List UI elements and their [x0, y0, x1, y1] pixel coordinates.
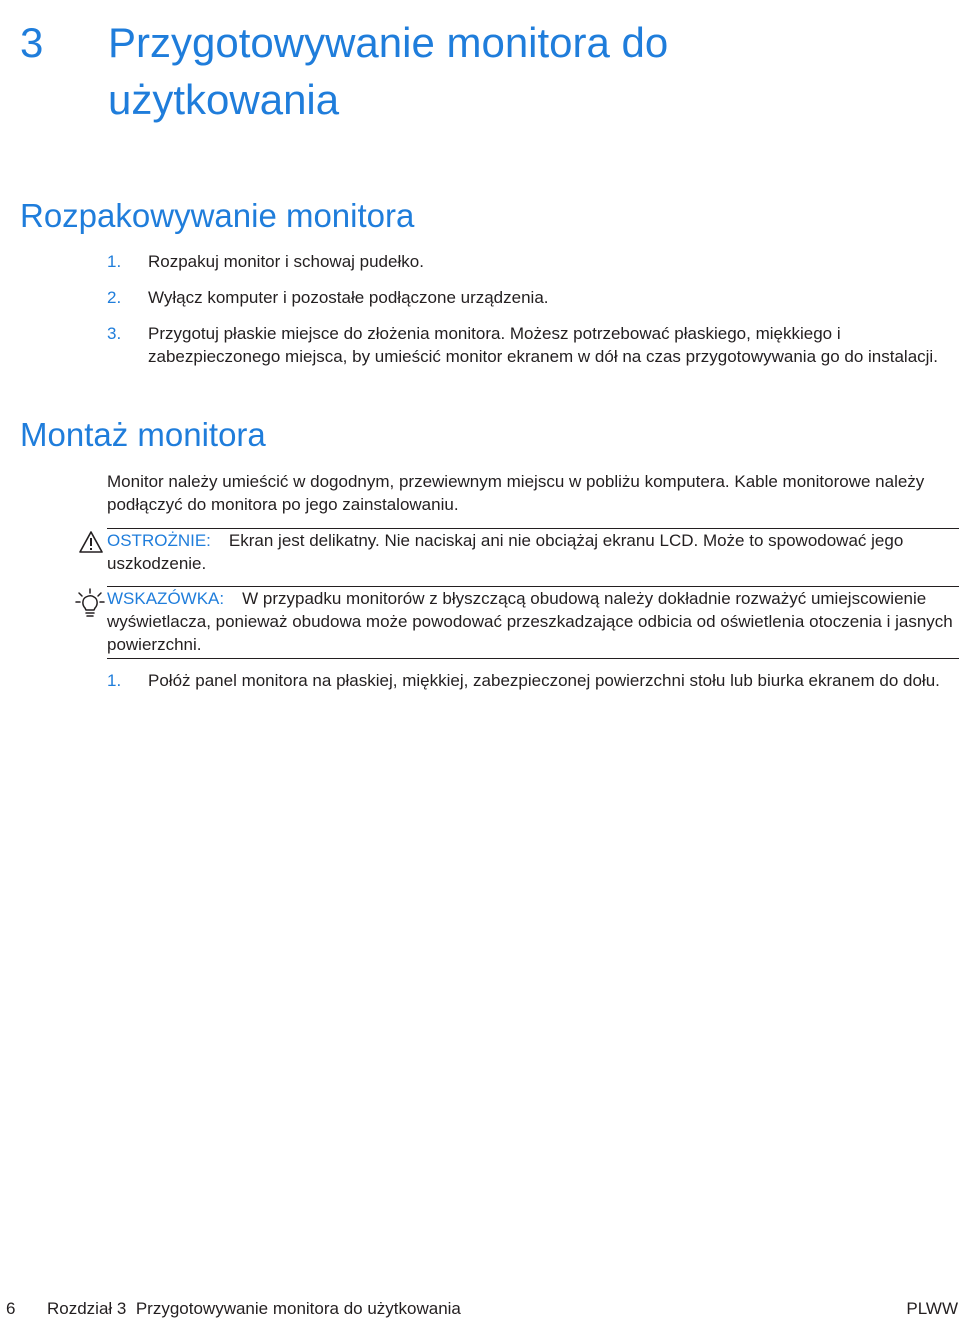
list-item-number: 1.: [107, 671, 122, 690]
list-item-number: 2.: [107, 288, 122, 307]
tip-note: [107, 587, 959, 656]
mounting-intro-paragraph: Monitor należy umieścić w dogodnym, przewiewnym miejscu w pobliżu komputera. Kable monitorowe należy podłączyć do monitora po jego zainstalowaniu.: [107, 472, 925, 514]
list-item: [107, 322, 957, 368]
list-item-text: Przygotuj płaskie miejsce do złożenia monitora. Możesz potrzebować płaskiego, miękkiego i zabezpieczonego miejsca, by umieścić monitor ekranem w dół na czas przygotowywania go do instalacji.: [148, 324, 938, 366]
lightbulb-icon: [75, 588, 105, 620]
list-item: [107, 669, 957, 692]
tip-text: W przypadku monitorów z błyszczącą obudową należy dokładnie rozważyć umiejscowienie wyświetlacza, ponieważ obudowa może powodować przeszkadzające odbicia od oświetlenia otoczenia i jasnych powierzchni.: [107, 589, 953, 654]
section-heading-mounting: Montaż monitora: [20, 416, 266, 453]
page-number: 6: [6, 1299, 16, 1318]
caution-text: Ekran jest delikatny. Nie naciskaj ani nie obciążaj ekranu LCD. Może to spowodować jego uszkodzenie.: [107, 531, 904, 573]
footer-chapter-title: Przygotowywanie monitora do użytkowania: [135, 1299, 461, 1318]
mounting-steps-list: [107, 669, 957, 692]
list-item-number: 1.: [107, 252, 122, 271]
list-item-number: 3.: [107, 324, 122, 343]
chapter-title-text: Przygotowywanie monitora do użytkowania: [108, 19, 669, 123]
section-heading-unpacking: Rozpakowywanie monitora: [20, 197, 415, 234]
chapter-number: 3: [20, 19, 44, 66]
tip-label: WSKAZÓWKA:: [107, 589, 225, 608]
footer-chapter: [47, 1297, 461, 1321]
list-item: [107, 250, 957, 273]
page-footer: [0, 1297, 960, 1321]
caution-note: [107, 529, 959, 575]
list-item-text: Wyłącz komputer i pozostałe podłączone urządzenia.: [148, 288, 549, 307]
footer-chapter-ref: Rozdział 3: [47, 1299, 127, 1318]
unpacking-steps-list: [107, 250, 957, 368]
list-item: [107, 286, 957, 309]
document-code: PLWW: [906, 1299, 958, 1318]
list-item-text: Połóż panel monitora na płaskiej, miękkiej, zabezpieczonej powierzchni stołu lub biurka ekranem do dołu.: [148, 671, 940, 690]
list-item-text: Rozpakuj monitor i schowaj pudełko.: [148, 252, 424, 271]
caution-label: OSTROŻNIE:: [107, 531, 211, 550]
tip-rule-bottom: [107, 658, 959, 659]
warning-triangle-icon: [79, 531, 103, 553]
